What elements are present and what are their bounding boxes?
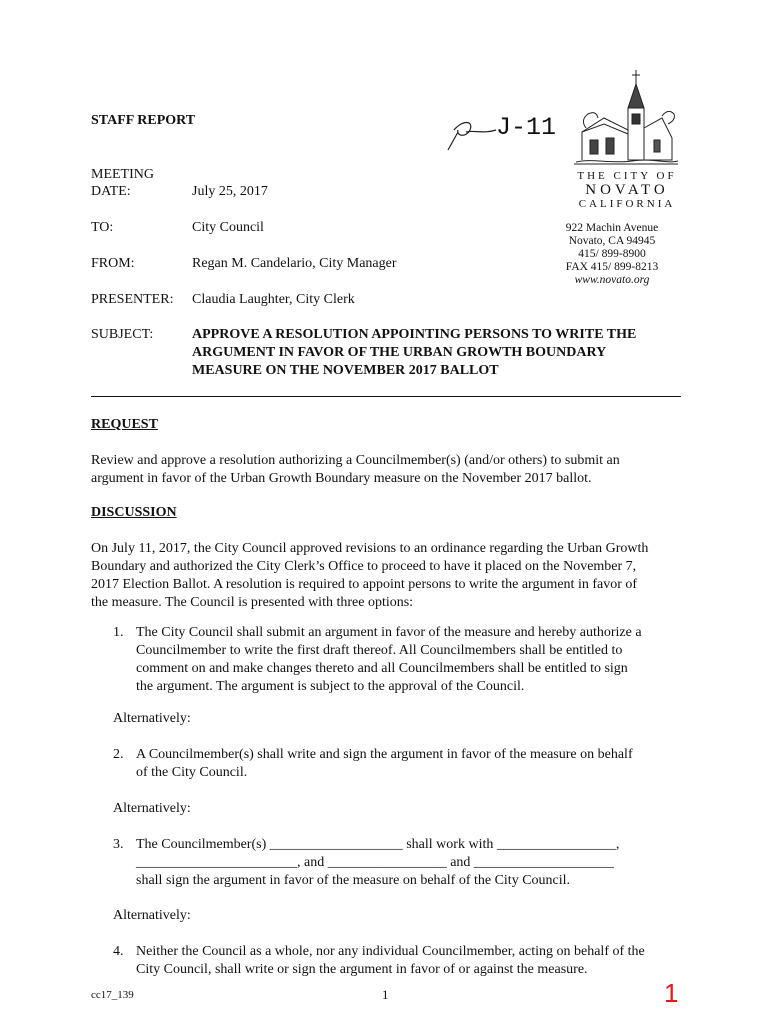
city-church-logo-icon <box>572 68 680 166</box>
request-line-2: argument in favor of the Urban Growth Boundary measure on the November 2017 ballot. <box>91 471 592 486</box>
subject-label: SUBJECT: <box>91 327 154 342</box>
discussion-line-1: On July 11, 2017, the City Council approved revisions to an ordinance regarding the Urban Growth <box>91 541 649 556</box>
handwritten-page-number: 1 <box>664 978 679 1008</box>
to-label: TO: <box>91 220 114 235</box>
alternatively-3: Alternatively: <box>113 908 191 923</box>
subject-line-2: ARGUMENT IN FAVOR OF THE URBAN GROWTH BOUNDARY <box>192 345 607 360</box>
from-value: Regan M. Candelario, City Manager <box>192 256 397 271</box>
option-line: Councilmember to write the first draft thereof. All Councilmembers shall be entitled to <box>136 643 623 658</box>
option-item-2 <box>113 746 681 782</box>
option-line: City Council, shall write or sign the argument in favor of or against the measure. <box>136 962 588 977</box>
option-number: 2. <box>113 747 124 762</box>
stamp-code: J-11 <box>496 113 557 142</box>
alternatively-1: Alternatively: <box>113 711 191 726</box>
city-website: www.novato.org <box>574 274 650 286</box>
city-address-1: 922 Machin Avenue <box>565 222 659 234</box>
option-line: the argument. The argument is subject to the approval of the Council. <box>136 679 525 694</box>
option-number: 1. <box>113 625 124 640</box>
option-line: Neither the Council as a whole, nor any individual Councilmember, acting on behalf of the <box>136 944 645 959</box>
footer-page-number: 1 <box>382 987 389 1002</box>
discussion-line-2: Boundary and authorized the City Clerk’s Office to proceed to have it placed on the November 7, <box>91 559 637 574</box>
option-line: The City Council shall submit an argument in favor of the measure and hereby authorize a <box>136 625 642 640</box>
option-item-3 <box>113 836 681 890</box>
subject-line-1: APPROVE A RESOLUTION APPOINTING PERSONS TO WRITE THE <box>192 327 637 342</box>
option-line: of the City Council. <box>136 765 248 780</box>
subject-line-3: MEASURE ON THE NOVEMBER 2017 BALLOT <box>192 363 499 378</box>
presenter-label: PRESENTER: <box>91 292 174 307</box>
request-heading: REQUEST <box>91 417 158 432</box>
city-fax: FAX 415/ 899-8213 <box>565 261 659 273</box>
to-value: City Council <box>192 220 264 235</box>
option-number: 4. <box>113 944 124 959</box>
option-line: The Councilmember(s) ___________________ shall work with _________________, <box>136 837 620 852</box>
city-name: NOVATO <box>585 182 669 198</box>
option-line: comment on and make changes thereto and all Councilmembers shall be entitled to sign <box>136 661 628 676</box>
discussion-heading: DISCUSSION <box>91 505 177 520</box>
meeting-date: July 25, 2017 <box>192 184 268 199</box>
report-title: STAFF REPORT <box>91 113 196 128</box>
city-state: CALIFORNIA <box>578 198 676 210</box>
from-label: FROM: <box>91 256 135 271</box>
date-label: DATE: <box>91 184 131 199</box>
option-item-4 <box>113 943 681 979</box>
alternatively-2: Alternatively: <box>113 801 191 816</box>
footer-doc-id: cc17_139 <box>91 989 134 1001</box>
discussion-line-3: 2017 Election Ballot. A resolution is required to appoint persons to write the argument in favor of <box>91 577 638 592</box>
option-line: A Councilmember(s) shall write and sign the argument in favor of the measure on behalf <box>136 747 633 762</box>
request-line-1: Review and approve a resolution authorizing a Councilmember(s) (and/or others) to submit an <box>91 453 620 468</box>
presenter-value: Claudia Laughter, City Clerk <box>192 292 355 307</box>
option-number: 3. <box>113 837 124 852</box>
city-phone: 415/ 899-8900 <box>578 248 646 260</box>
city-address-2: Novato, CA 94945 <box>568 235 656 247</box>
option-line: _______________________, and _________________ and ____________________ <box>136 855 614 870</box>
city-line-1: THE CITY OF <box>577 170 677 182</box>
signature-scribble-icon <box>444 112 504 154</box>
option-item-1 <box>113 624 681 696</box>
meeting-label: MEETING <box>91 167 154 182</box>
option-line: shall sign the argument in favor of the measure on behalf of the City Council. <box>136 873 571 888</box>
header-divider <box>91 396 681 397</box>
discussion-line-4: the measure. The Council is presented with three options: <box>91 595 414 610</box>
